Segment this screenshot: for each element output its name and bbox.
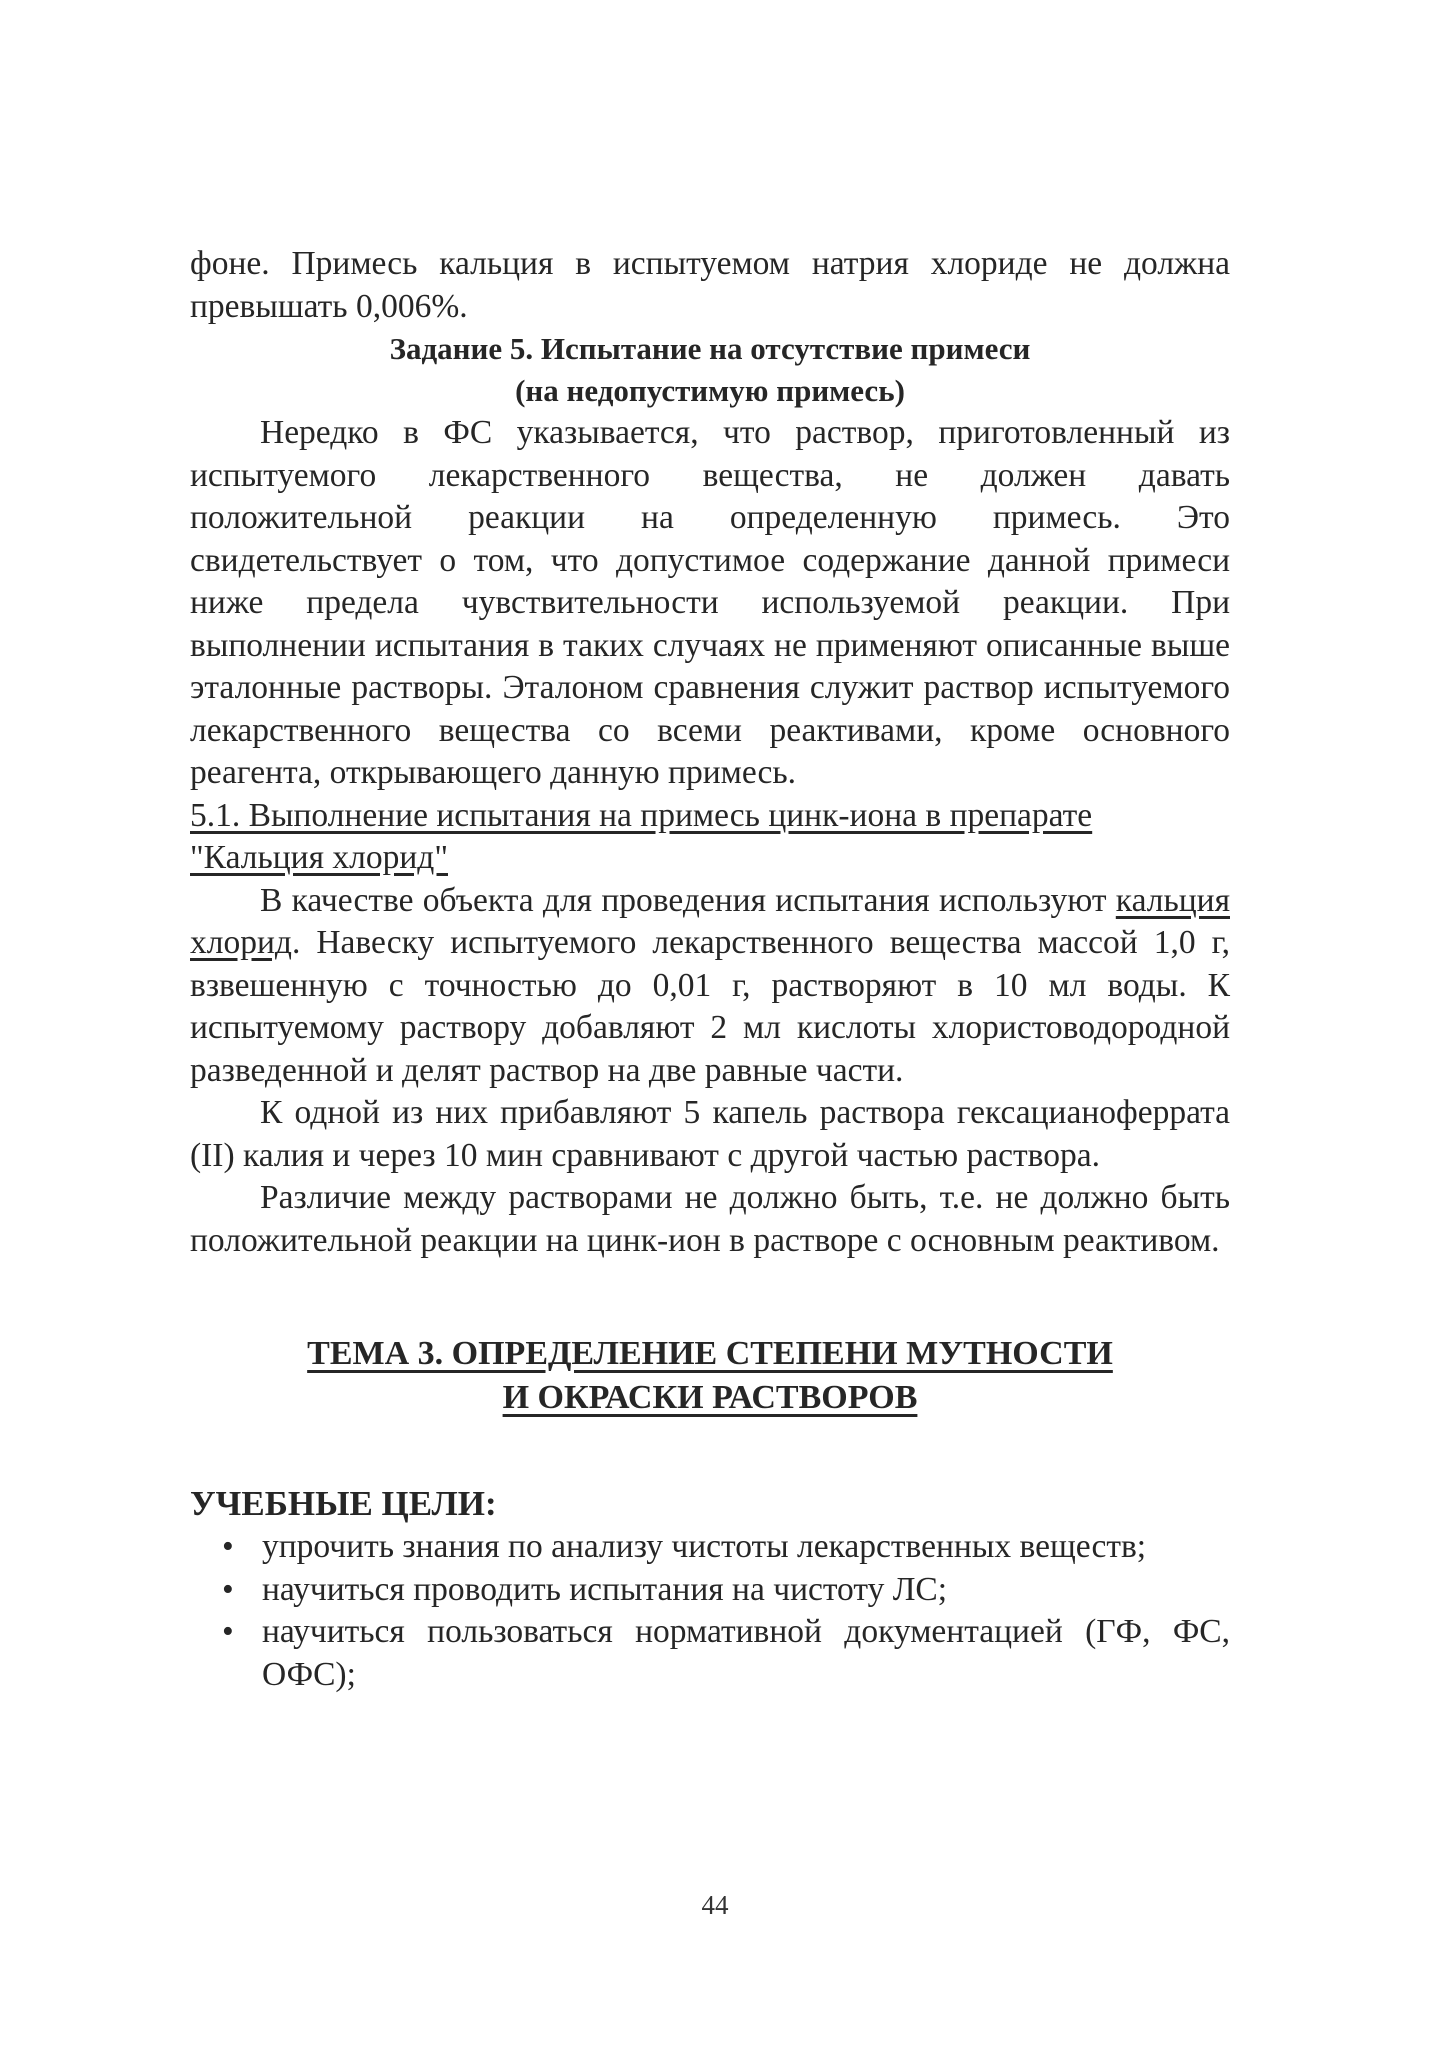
goals-title: УЧЕБНЫЕ ЦЕЛИ: (190, 1484, 497, 1523)
goals-list-item (222, 1611, 1230, 1696)
section51-paragraph1 (190, 880, 1230, 1093)
goals-item-text: упрочить знания по анализу чистоты лекарственных веществ; (262, 1528, 1147, 1565)
task5-title-line2: (на недопустимую примесь) (515, 373, 905, 408)
intro-paragraph: фоне. Примесь кальция в испытуемом натрия хлориде не должна превышать 0,006%. (190, 245, 1230, 325)
topic3-title (190, 1332, 1230, 1420)
section51-heading: 5.1. Выполнение испытания на примесь цинк-иона в препарате "Кальция хлорид" (190, 796, 1093, 876)
goals-item-text: научиться пользоваться нормативной документацией (ГФ, ФС, ОФС); (262, 1613, 1230, 1693)
object-name: кальция хлорид (190, 881, 1230, 961)
goals-list-item (222, 1526, 1230, 1569)
goals-list (190, 1526, 1230, 1696)
task5-paragraph: Нередко в ФС указывается, что раствор, приготовленный из испытуемого лекарственного вещества, не должен давать положительной реакции на определенную примесь. Это свидетельствует о том, что допустимое содержание данной примеси ниже предела чувствительности используемой реакции. При выполнении испытания в таких случаях не применяют описанные выше эталонные растворы. Эталоном сравнения служит раствор испытуемого лекарственного вещества со всеми реактивами, кроме основного реагента, открывающего данную примесь. (190, 414, 1230, 791)
document-page (190, 243, 1230, 1696)
section51-paragraph2: К одной из них прибавляют 5 капель раствора гексацианоферрата (II) калия и через 10 мин сравнивают с другой частью раствора. (190, 1094, 1230, 1174)
goals-item-text: научиться проводить испытания на чистоту ЛС; (262, 1570, 948, 1608)
section51-paragraph1-start: В качестве объекта для проведения испытания используют (260, 881, 1107, 919)
page-number: 44 (701, 1890, 729, 1920)
goals-list-item (222, 1569, 1230, 1612)
section51-paragraph3: Различие между растворами не должно быть, т.е. не должно быть положительной реакции на цинк-ион в растворе с основным реактивом. (190, 1179, 1230, 1259)
bullet-icon: • (222, 1528, 234, 1565)
topic3-title-line1: ТЕМА 3. ОПРЕДЕЛЕНИЕ СТЕПЕНИ МУТНОСТИ (307, 1335, 1113, 1372)
section51-paragraph1-rest: . Навеску испытуемого лекарственного вещества массой 1,0 г, взвешенную с точностью до 0,01 г, растворяют в 10 мл воды. К испытуемому раствору добавляют 2 мл кислоты хлористоводородной разведенной и делят раствор на две равные части. (190, 924, 1230, 1089)
bullet-icon: • (222, 1570, 234, 1608)
bullet-icon: • (222, 1613, 234, 1650)
task5-title-line1: Задание 5. Испытание на отсутствие примеси (389, 331, 1031, 366)
topic3-title-line2: И ОКРАСКИ РАСТВОРОВ (502, 1379, 918, 1416)
